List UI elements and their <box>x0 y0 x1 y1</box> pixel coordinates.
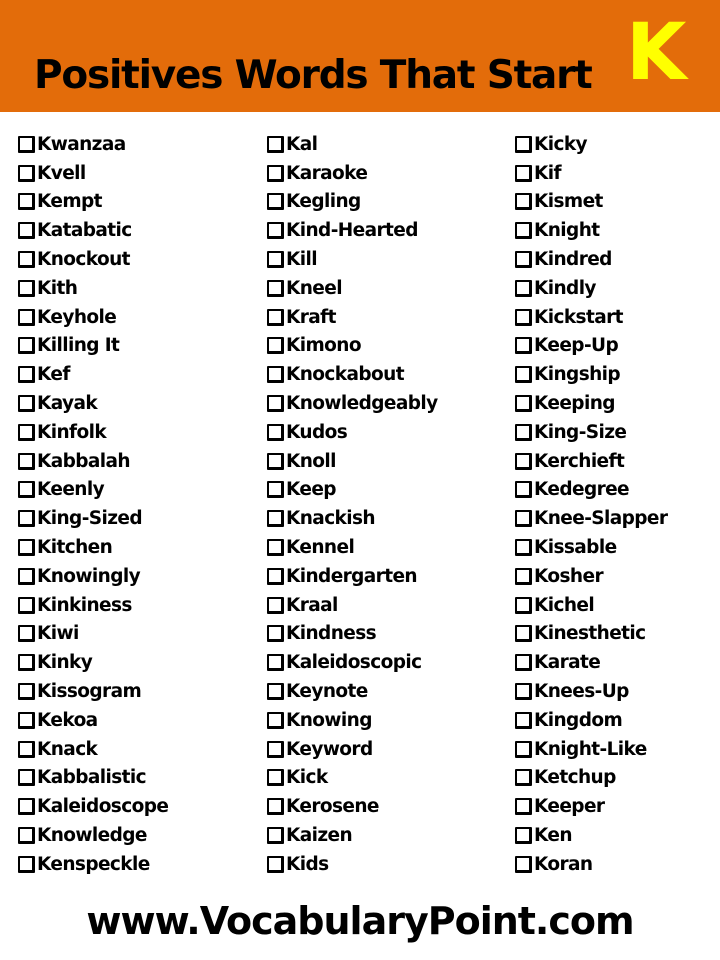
checkbox-icon <box>18 193 35 210</box>
word-label: Kind-Hearted <box>286 220 418 242</box>
word-label: Kiwi <box>37 623 79 645</box>
checkbox-icon <box>515 337 532 354</box>
list-item <box>515 447 667 476</box>
word-label: Keeping <box>534 393 615 415</box>
word-column-1 <box>18 130 168 879</box>
word-label: Kids <box>286 853 329 875</box>
list-item <box>267 821 438 850</box>
list-item <box>515 418 667 447</box>
word-label: Kabbalah <box>37 450 130 472</box>
word-label: Kinkiness <box>37 594 132 616</box>
list-item <box>267 850 438 879</box>
checkbox-icon <box>267 597 284 614</box>
list-item <box>18 562 168 591</box>
list-item <box>515 562 667 591</box>
list-item <box>18 591 168 620</box>
word-label: Kvell <box>37 162 86 184</box>
list-item <box>267 389 438 418</box>
word-column-2 <box>267 130 438 879</box>
word-label: Kick <box>286 767 328 789</box>
list-item <box>18 792 168 821</box>
word-label: Kosher <box>534 565 603 587</box>
list-item <box>267 332 438 361</box>
list-item <box>267 620 438 649</box>
checkbox-icon <box>18 366 35 383</box>
checkbox-icon <box>267 193 284 210</box>
checkbox-icon <box>18 798 35 815</box>
list-item <box>18 159 168 188</box>
word-label: Kichel <box>534 594 595 616</box>
word-label: Kinfolk <box>37 421 107 443</box>
checkbox-icon <box>18 683 35 700</box>
list-item <box>515 188 667 217</box>
word-label: Kraft <box>286 306 336 328</box>
word-label: Knowing <box>286 709 372 731</box>
list-item <box>515 130 667 159</box>
list-item <box>515 764 667 793</box>
list-item <box>267 792 438 821</box>
word-label: Kudos <box>286 421 348 443</box>
page-title: Positives Words That Start <box>34 53 592 98</box>
list-item <box>18 504 168 533</box>
list-item <box>515 216 667 245</box>
footer-website: www.VocabularyPoint.com <box>86 899 634 943</box>
word-label: Kenspeckle <box>37 853 150 875</box>
word-label: Kimono <box>286 335 361 357</box>
word-label: Kith <box>37 277 78 299</box>
word-label: Kennel <box>286 537 355 559</box>
list-item <box>18 648 168 677</box>
list-item <box>18 360 168 389</box>
checkbox-icon <box>267 625 284 642</box>
word-label: Kaleidoscope <box>37 796 169 818</box>
checkbox-icon <box>515 798 532 815</box>
checkbox-icon <box>515 568 532 585</box>
word-label: Knowingly <box>37 565 141 587</box>
word-column-3 <box>515 130 667 879</box>
list-item <box>515 677 667 706</box>
list-item <box>18 533 168 562</box>
checkbox-icon <box>515 510 532 527</box>
list-item <box>267 303 438 332</box>
checkbox-icon <box>18 395 35 412</box>
checkbox-icon <box>18 625 35 642</box>
list-item <box>515 591 667 620</box>
checkbox-icon <box>267 453 284 470</box>
checkbox-icon <box>267 222 284 239</box>
word-label: Kaizen <box>286 825 353 847</box>
list-item <box>267 504 438 533</box>
list-item <box>267 706 438 735</box>
checkbox-icon <box>18 827 35 844</box>
word-label: Karaoke <box>286 162 368 184</box>
checkbox-icon <box>515 309 532 326</box>
header-banner <box>0 0 720 112</box>
word-label: Killing It <box>37 335 120 357</box>
list-item <box>267 245 438 274</box>
word-label: Kekoa <box>37 709 98 731</box>
checkbox-icon <box>267 337 284 354</box>
list-item <box>18 188 168 217</box>
word-label: Kef <box>37 364 70 386</box>
checkbox-icon <box>18 481 35 498</box>
word-label: Keyhole <box>37 306 117 328</box>
word-label: Keep-Up <box>534 335 619 357</box>
checkbox-icon <box>267 165 284 182</box>
list-item <box>515 303 667 332</box>
list-item <box>267 648 438 677</box>
word-label: Kinesthetic <box>534 623 646 645</box>
list-item <box>18 706 168 735</box>
checkbox-icon <box>267 251 284 268</box>
list-item <box>267 418 438 447</box>
checkbox-icon <box>267 769 284 786</box>
word-label: Kraal <box>286 594 338 616</box>
list-item <box>267 188 438 217</box>
word-label: Kickstart <box>534 306 623 328</box>
checkbox-icon <box>267 568 284 585</box>
list-item <box>515 504 667 533</box>
list-item <box>18 130 168 159</box>
list-item <box>18 303 168 332</box>
word-label: Kissogram <box>37 681 142 703</box>
word-label: King-Sized <box>37 508 142 530</box>
list-item <box>515 274 667 303</box>
list-item <box>515 850 667 879</box>
checkbox-icon <box>267 741 284 758</box>
title-letter: K <box>626 8 687 98</box>
list-item <box>18 735 168 764</box>
word-label: Knowledgeably <box>286 393 438 415</box>
checkbox-icon <box>18 856 35 873</box>
list-item <box>267 159 438 188</box>
checkbox-icon <box>515 539 532 556</box>
word-label: Kicky <box>534 133 588 155</box>
checkbox-icon <box>267 280 284 297</box>
list-item <box>267 591 438 620</box>
list-item <box>515 389 667 418</box>
checkbox-icon <box>267 424 284 441</box>
word-label: Kindred <box>534 249 612 271</box>
list-item <box>267 274 438 303</box>
list-item <box>267 130 438 159</box>
list-item <box>267 735 438 764</box>
checkbox-icon <box>267 654 284 671</box>
word-label: Keep <box>286 479 336 501</box>
list-item <box>18 850 168 879</box>
checkbox-icon <box>515 280 532 297</box>
word-label: Keynote <box>286 681 368 703</box>
checkbox-icon <box>267 309 284 326</box>
word-label: Knight <box>534 220 600 242</box>
checkbox-icon <box>515 366 532 383</box>
list-item <box>18 274 168 303</box>
checkbox-icon <box>515 712 532 729</box>
list-item <box>515 332 667 361</box>
checkbox-icon <box>18 741 35 758</box>
checkbox-icon <box>267 827 284 844</box>
checkbox-icon <box>515 654 532 671</box>
list-item <box>267 562 438 591</box>
word-label: Kneel <box>286 277 342 299</box>
checkbox-icon <box>515 827 532 844</box>
word-label: Kissable <box>534 537 617 559</box>
list-item <box>18 447 168 476</box>
word-label: Knockabout <box>286 364 404 386</box>
word-label: Kedegree <box>534 479 630 501</box>
list-item <box>18 332 168 361</box>
list-item <box>267 677 438 706</box>
list-item <box>267 533 438 562</box>
word-label: Keyword <box>286 738 373 760</box>
checkbox-icon <box>515 741 532 758</box>
list-item <box>267 447 438 476</box>
word-label: Kinky <box>37 652 93 674</box>
word-label: King-Size <box>534 421 627 443</box>
checkbox-icon <box>18 251 35 268</box>
checkbox-icon <box>18 539 35 556</box>
list-item <box>515 620 667 649</box>
word-label: Kismet <box>534 191 603 213</box>
checkbox-icon <box>515 481 532 498</box>
checkbox-icon <box>267 510 284 527</box>
checkbox-icon <box>18 222 35 239</box>
checkbox-icon <box>515 769 532 786</box>
word-label: Knockout <box>37 249 130 271</box>
checkbox-icon <box>18 510 35 527</box>
checkbox-icon <box>267 798 284 815</box>
list-item <box>515 476 667 505</box>
checkbox-icon <box>18 424 35 441</box>
checkbox-icon <box>18 165 35 182</box>
list-item <box>18 764 168 793</box>
word-label: Kerchieft <box>534 450 625 472</box>
checkbox-icon <box>267 395 284 412</box>
list-item <box>18 389 168 418</box>
checkbox-icon <box>18 568 35 585</box>
list-item <box>267 360 438 389</box>
word-label: Kal <box>286 133 318 155</box>
word-label: Keenly <box>37 479 105 501</box>
checkbox-icon <box>515 683 532 700</box>
list-item <box>267 764 438 793</box>
checkbox-icon <box>515 165 532 182</box>
word-label: Kaleidoscopic <box>286 652 422 674</box>
list-item <box>515 706 667 735</box>
word-label: Kabbalistic <box>37 767 147 789</box>
list-item <box>267 476 438 505</box>
list-item <box>515 245 667 274</box>
list-item <box>515 648 667 677</box>
checkbox-icon <box>267 683 284 700</box>
word-label: Kindergarten <box>286 565 417 587</box>
checkbox-icon <box>18 337 35 354</box>
checkbox-icon <box>515 136 532 153</box>
checkbox-icon <box>18 280 35 297</box>
checkbox-icon <box>18 453 35 470</box>
checkbox-icon <box>18 309 35 326</box>
checkbox-icon <box>18 654 35 671</box>
list-item <box>18 620 168 649</box>
list-item <box>515 533 667 562</box>
word-label: Kegling <box>286 191 361 213</box>
checkbox-icon <box>515 395 532 412</box>
word-label: Kempt <box>37 191 102 213</box>
word-label: Kayak <box>37 393 98 415</box>
list-item <box>515 792 667 821</box>
checkbox-icon <box>515 625 532 642</box>
checkbox-icon <box>515 453 532 470</box>
checkbox-icon <box>267 366 284 383</box>
list-item <box>18 418 168 447</box>
checkbox-icon <box>18 769 35 786</box>
checkbox-icon <box>267 136 284 153</box>
word-label: Kindly <box>534 277 596 299</box>
word-label: Knight-Like <box>534 738 647 760</box>
word-label: Knoll <box>286 450 336 472</box>
word-label: Karate <box>534 652 601 674</box>
word-label: Kingship <box>534 364 621 386</box>
checkbox-icon <box>18 712 35 729</box>
list-item <box>18 245 168 274</box>
checkbox-icon <box>515 856 532 873</box>
list-item <box>18 677 168 706</box>
word-label: Ketchup <box>534 767 616 789</box>
word-label: Kill <box>286 249 317 271</box>
word-label: Koran <box>534 853 593 875</box>
word-label: Kif <box>534 162 561 184</box>
list-item <box>267 216 438 245</box>
list-item <box>18 821 168 850</box>
word-label: Knee-Slapper <box>534 508 668 530</box>
checkbox-icon <box>267 856 284 873</box>
checkbox-icon <box>515 424 532 441</box>
word-label: Katabatic <box>37 220 132 242</box>
word-label: Knees-Up <box>534 681 629 703</box>
checkbox-icon <box>515 251 532 268</box>
word-label: Keeper <box>534 796 605 818</box>
list-item <box>515 159 667 188</box>
list-item <box>18 216 168 245</box>
checkbox-icon <box>515 597 532 614</box>
list-item <box>515 735 667 764</box>
list-item <box>515 360 667 389</box>
checkbox-icon <box>18 136 35 153</box>
word-label: Kerosene <box>286 796 379 818</box>
checkbox-icon <box>267 481 284 498</box>
word-label: Knack <box>37 738 98 760</box>
word-label: Kitchen <box>37 537 113 559</box>
list-item <box>18 476 168 505</box>
checkbox-icon <box>515 193 532 210</box>
word-label: Kwanzaa <box>37 133 126 155</box>
word-label: Ken <box>534 825 572 847</box>
word-label: Knackish <box>286 508 375 530</box>
word-label: Knowledge <box>37 825 147 847</box>
checkbox-icon <box>18 597 35 614</box>
list-item <box>515 821 667 850</box>
checkbox-icon <box>515 222 532 239</box>
checkbox-icon <box>267 712 284 729</box>
word-label: Kindness <box>286 623 377 645</box>
word-label: Kingdom <box>534 709 623 731</box>
checkbox-icon <box>267 539 284 556</box>
